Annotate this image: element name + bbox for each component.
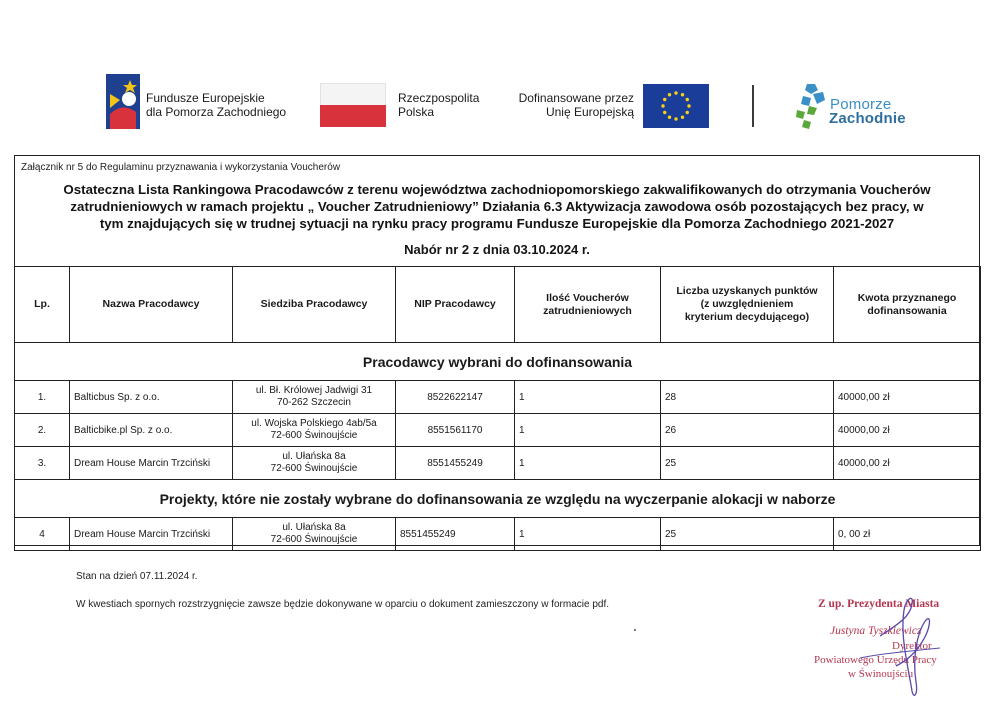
stray-dot — [634, 629, 636, 631]
cell-seat-street: ul. Wojska Polskiego 4ab/5a — [251, 418, 377, 429]
stamp-line1: Z up. Prezydenta Miasta — [818, 598, 940, 610]
pomorze-zachodnie-label — [829, 98, 906, 126]
eu-star-icon — [686, 111, 689, 114]
cell-seat-street: ul. Ułańska 8a — [282, 451, 346, 462]
table-row — [15, 518, 981, 551]
handwritten-signature-icon — [800, 596, 970, 701]
cell-seat-city: 70-262 Szczecin — [277, 397, 351, 408]
eu-star-icon — [668, 93, 671, 96]
cell-seat — [233, 414, 396, 447]
header-nip: NIP Pracodawcy — [396, 267, 515, 343]
fundusze-europejskie-label — [146, 91, 286, 119]
section-rejected-row — [15, 480, 981, 518]
fe-line1: Fundusze Europejskie — [146, 91, 265, 105]
cell-points: 26 — [661, 414, 834, 447]
cell-name: Dream House Marcin Trzciński — [70, 518, 233, 551]
cell-lp: 2. — [15, 414, 70, 447]
table-row — [15, 381, 981, 414]
official-stamp — [800, 596, 970, 701]
cell-amount: 0, 00 zł — [834, 518, 981, 551]
eu-line1: Dofinansowane przez — [518, 91, 634, 105]
cell-nip: 8522622147 — [396, 381, 515, 414]
cell-seat-city: 72-600 Świnoujście — [270, 463, 358, 474]
ranking-document — [14, 155, 980, 546]
eu-star-icon — [674, 117, 677, 120]
cell-seat-street: ul. Bł. Królowej Jadwigi 31 — [255, 385, 373, 396]
title-line2: zatrudnieniowych w ramach projektu „ Voucher Zatrudnieniowy” Działania 6.3 Aktywizacja zawodowa osób pozostających bez pracy, w — [70, 199, 924, 214]
cell-vouchers: 1 — [515, 381, 661, 414]
title-line3: tym znajdujących się w trudnej sytuacji na rynku pracy programu Fundusze Europejskie dla Pomorza Zachodniego 2021-2027 — [99, 216, 895, 231]
cell-name: Balticbike.pl Sp. z o.o. — [70, 414, 233, 447]
eu-star-icon — [686, 98, 689, 101]
logo-divider — [752, 85, 754, 127]
status-date-note: Stan na dzień 07.11.2024 r. — [76, 571, 198, 582]
header-points-line3: kryterium decydującego) — [684, 311, 810, 323]
table-row — [15, 414, 981, 447]
stamp-line3: Dyrektor — [892, 640, 932, 652]
eu-star-icon — [661, 104, 664, 107]
cell-points: 28 — [661, 381, 834, 414]
document-title — [15, 181, 979, 232]
header-lp: Lp. — [15, 267, 70, 343]
section-selected-row — [15, 343, 981, 381]
header-seat: Siedziba Pracodawcy — [233, 267, 396, 343]
section-rejected-heading: Projekty, które nie zostały wybrane do dofinansowania ze względu na wyczerpanie alokacji w naborze — [15, 480, 981, 518]
cell-seat-city: 72-600 Świnoujście — [270, 534, 358, 545]
header-points-line1: Liczba uzyskanych punktów — [676, 285, 818, 297]
cell-lp: 4 — [15, 518, 70, 551]
poland-flag-icon — [320, 83, 386, 127]
fundusze-europejskie-logo-icon — [106, 74, 140, 129]
cell-vouchers: 1 — [515, 414, 661, 447]
cell-vouchers: 1 — [515, 447, 661, 480]
cell-nip: 8551455249 — [396, 447, 515, 480]
cell-lp: 1. — [15, 381, 70, 414]
annex-note: Załącznik nr 5 do Regulaminu przyznawania i wykorzystania Voucherów — [21, 162, 341, 173]
table-row — [15, 447, 981, 480]
rp-line2: Polska — [398, 105, 435, 119]
cell-nip: 8551561170 — [396, 414, 515, 447]
header-amount-line2: dofinansowania — [867, 304, 947, 317]
cell-points: 25 — [661, 518, 834, 551]
stamp-line5: w Świnoujściu — [848, 668, 914, 680]
header-points-line2: (z uwzględnieniem — [700, 298, 794, 310]
header-name: Nazwa Pracodawcy — [70, 267, 233, 343]
header-vouchers-line2: zatrudnieniowych — [543, 304, 632, 317]
disputes-note: W kwestiach spornych rozstrzygnięcie zawsze będzie dokonywane w oparciu o dokument zamieszczony w formacie pdf. — [76, 599, 610, 610]
cell-name: Dream House Marcin Trzciński — [70, 447, 233, 480]
eu-line2: Unię Europejską — [545, 105, 634, 119]
cell-nip: 8551455249 — [396, 518, 515, 551]
fe-line2: dla Pomorza Zachodniego — [146, 105, 287, 119]
cell-vouchers: 1 — [515, 518, 661, 551]
eu-star-icon — [663, 98, 666, 101]
logo-strip — [0, 0, 1000, 140]
cell-amount: 40000,00 zł — [834, 381, 981, 414]
stamp-line2: Justyna Tyszkiewicz — [830, 625, 922, 637]
cell-lp: 3. — [15, 447, 70, 480]
pomorze-zachodnie-logo-icon — [795, 84, 827, 130]
cell-seat-street: ul. Ułańska 8a — [282, 522, 346, 533]
eu-star-icon — [681, 116, 684, 119]
header-vouchers — [515, 267, 661, 343]
pz-line2: Zachodnie — [829, 110, 906, 127]
header-amount — [834, 267, 981, 343]
cell-seat — [233, 518, 396, 551]
stamp-line4: Powiatowego Urzędu Pracy — [814, 654, 937, 666]
ranking-table — [14, 266, 981, 551]
rp-line1: Rzeczpospolita — [398, 91, 480, 105]
round-date: Nabór nr 2 z dnia 03.10.2024 r. — [404, 242, 590, 257]
rzeczpospolita-label — [398, 91, 479, 119]
eu-star-icon — [668, 116, 671, 119]
cell-amount: 40000,00 zł — [834, 447, 981, 480]
section-selected-heading: Pracodawcy wybrani do dofinansowania — [15, 343, 981, 381]
header-points — [661, 267, 834, 343]
eu-funding-label — [480, 91, 634, 119]
header-vouchers-line1: Ilość Voucherów — [546, 291, 629, 304]
cell-seat — [233, 447, 396, 480]
eu-star-icon — [687, 104, 690, 107]
cell-points: 25 — [661, 447, 834, 480]
cell-seat — [233, 381, 396, 414]
table-header-row — [15, 267, 981, 343]
title-line1: Ostateczna Lista Rankingowa Pracodawców z terenu województwa zachodniopomorskiego zakwalifikowanych do otrzymania Voucherów — [63, 182, 931, 197]
eu-star-icon — [674, 91, 677, 94]
cell-amount: 40000,00 zł — [834, 414, 981, 447]
eu-flag-icon — [643, 84, 709, 128]
pz-line1: Pomorze — [830, 96, 892, 113]
cell-name: Balticbus Sp. z o.o. — [70, 381, 233, 414]
eu-star-icon — [663, 111, 666, 114]
header-amount-line1: Kwota przyznanego — [857, 291, 957, 304]
eu-star-icon — [681, 93, 684, 96]
cell-seat-city: 72-600 Świnoujście — [270, 430, 358, 441]
